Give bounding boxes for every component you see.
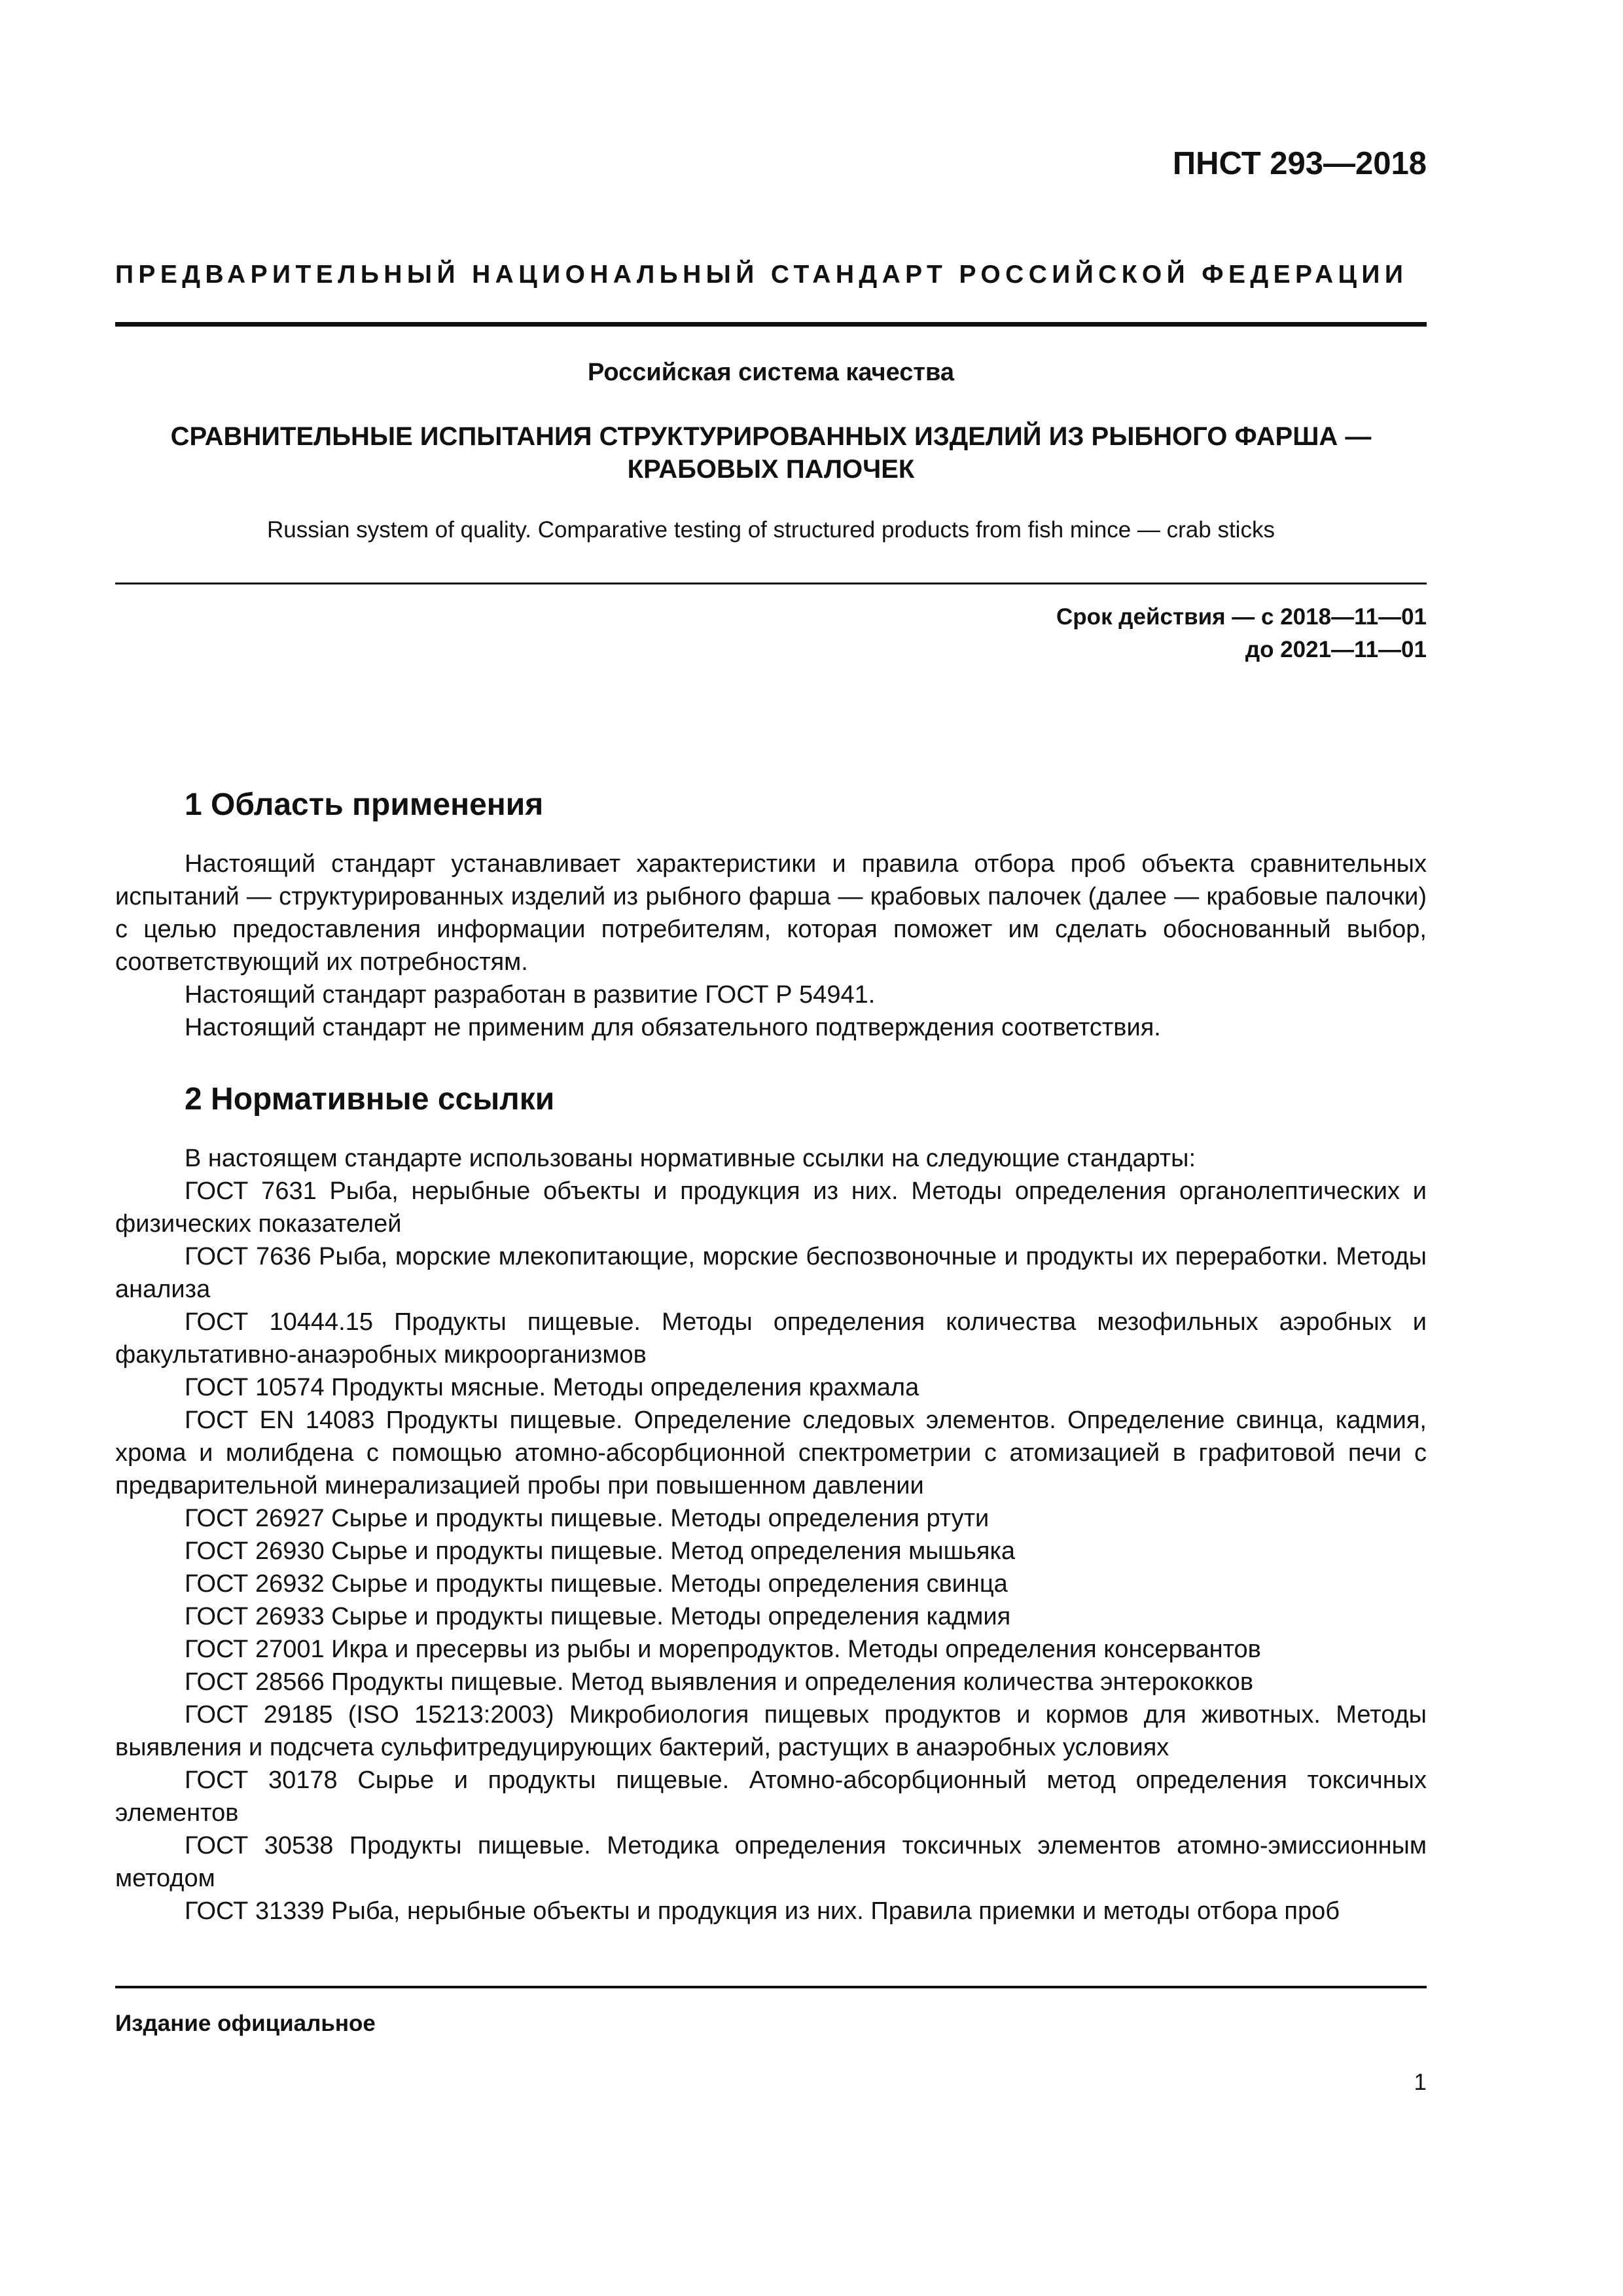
reference-item: ГОСТ 29185 (ISO 15213:2003) Микробиология пищевых продуктов и кормов для животных. Методы выявления и подсчета сульфитредуцирующих бактерий, растущих в анаэробных условиях [115,1701,1427,1761]
main-title-line2: КРАБОВЫХ ПАЛОЧЕК [627,455,915,484]
system-title: Российская система качества [588,359,954,386]
validity-start: Срок действия — с 2018—11—01 [1056,604,1427,630]
validity-period [1056,601,1427,666]
reference-item: ГОСТ 10444.15 Продукты пищевые. Методы определения количества мезофильных аэробных и факультативно-анаэробных микроорганизмов [115,1308,1427,1369]
reference-item: ГОСТ 28566 Продукты пищевые. Метод выявления и определения количества энтерококков [185,1668,1254,1696]
reference-item: ГОСТ 26933 Сырье и продукты пищевые. Методы определения кадмия [185,1603,1011,1630]
main-title [115,420,1427,486]
section-2-body [115,1142,1427,1928]
reference-item: ГОСТ 26927 Сырье и продукты пищевые. Методы определения ртути [185,1505,990,1532]
reference-item: ГОСТ 26930 Сырье и продукты пищевые. Метод определения мышьяка [185,1537,1016,1565]
reference-item: ГОСТ 7631 Рыба, нерыбные объекты и продукция из них. Методы определения органолептических и физических показателей [115,1177,1427,1238]
edition-label: Издание официальное [115,2011,376,2036]
section-1-paragraph: Настоящий стандарт устанавливает характеристики и правила отбора проб объекта сравнительных испытаний — структурированных изделий из рыбного фарша — крабовых палочек (далее — крабовые палочки) с целью предоставления информации потребителям, которая поможет им сделать обоснованный выбор, соответствующий их потребностям. [115,850,1427,976]
reference-item: ГОСТ 26932 Сырье и продукты пищевые. Методы определения свинца [185,1570,1008,1598]
reference-item: ГОСТ 27001 Икра и пресервы из рыбы и морепродуктов. Методы определения консервантов [185,1636,1261,1663]
document-designation: ПНСТ 293—2018 [1172,146,1427,181]
footer-divider [115,1986,1427,1988]
title-divider [115,583,1427,584]
reference-item: ГОСТ 30178 Сырье и продукты пищевые. Атомно-абсорбционный метод определения токсичных элементов [115,1767,1427,1827]
section-2-heading: 2 Нормативные ссылки [185,1082,555,1117]
reference-item: ГОСТ 30538 Продукты пищевые. Методика определения токсичных элементов атомно-эмиссионным методом [115,1832,1427,1892]
reference-item: ГОСТ EN 14083 Продукты пищевые. Определение следовых элементов. Определение свинца, кадмия, хрома и молибдена с помощью атомно-абсорбционной спектрометрии с атомизацией в графитовой печи с предварительной минерализацией пробы при повышенном давлении [115,1407,1427,1499]
reference-item: ГОСТ 31339 Рыба, нерыбные объекты и продукция из них. Правила приемки и методы отбора проб [185,1897,1340,1925]
header-divider [115,322,1427,327]
reference-item: ГОСТ 10574 Продукты мясные. Методы определения крахмала [185,1374,919,1401]
english-title: Russian system of quality. Comparative testing of structured products from fish mince — crab sticks [267,517,1275,543]
main-title-line1: СРАВНИТЕЛЬНЫЕ ИСПЫТАНИЯ СТРУКТУРИРОВАННЫХ ИЗДЕЛИЙ ИЗ РЫБНОГО ФАРША — [170,422,1372,451]
reference-item: ГОСТ 7636 Рыба, морские млекопитающие, морские беспозвоночные и продукты их переработки. Методы анализа [115,1243,1427,1303]
references-intro: В настоящем стандарте использованы нормативные ссылки на следующие стандарты: [185,1145,1196,1172]
section-1-paragraph: Настоящий стандарт не применим для обязательного подтверждения соответствия. [185,1014,1161,1041]
validity-end: до 2021—11—01 [1245,637,1427,662]
standard-type-title: ПРЕДВАРИТЕЛЬНЫЙ НАЦИОНАЛЬНЫЙ СТАНДАРТ РОССИЙСКОЙ ФЕДЕРАЦИИ [115,260,1408,289]
section-1-body [115,848,1427,1044]
section-1-paragraph: Настоящий стандарт разработан в развитие ГОСТ Р 54941. [185,981,876,1009]
page-number: 1 [1414,2070,1427,2095]
section-1-heading: 1 Область применения [185,787,544,822]
